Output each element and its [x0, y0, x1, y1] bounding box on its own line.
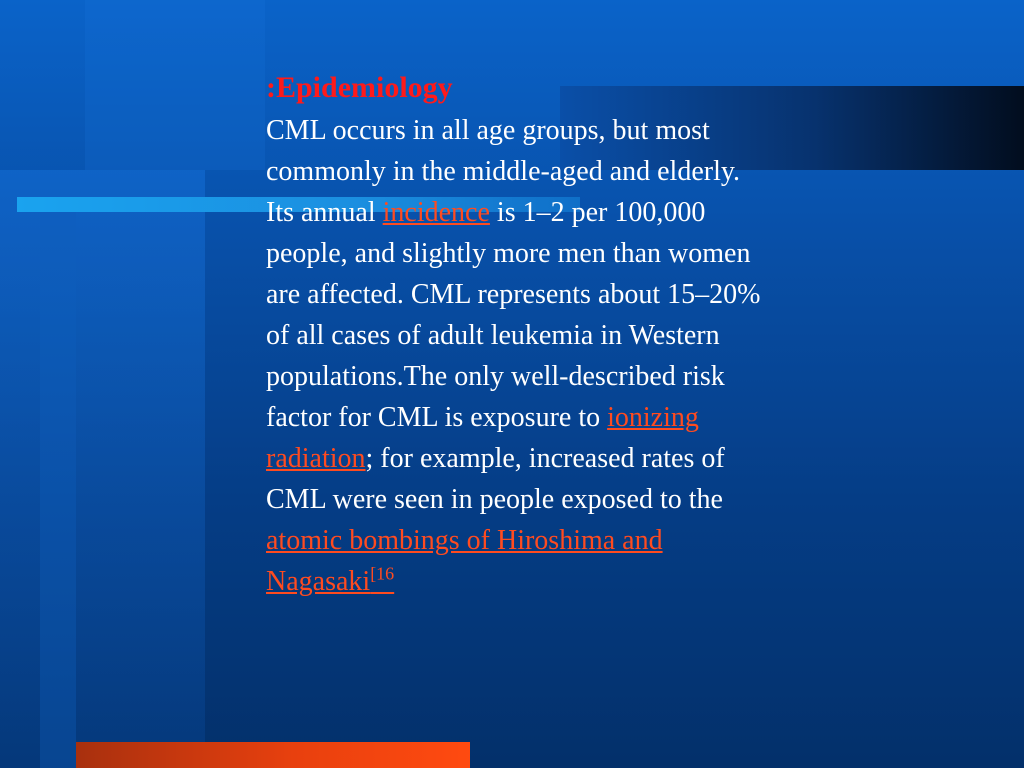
incidence-link[interactable]: incidence [382, 197, 490, 228]
paragraph-text-2: is 1–2 per 100,000 people, and slightly more men than women are affected. CML represents about 15–20% of all cases of adult leukemia in Western populations.The only well-described risk factor for CML is exposure to [266, 197, 761, 433]
citation-superscript: [16 [370, 563, 395, 584]
decorative-left-strip [40, 212, 76, 768]
ionizing-radiation-link[interactable]: ionizing radiation [266, 402, 699, 474]
decorative-orange-bar [76, 742, 470, 768]
atomic-bombings-link-label: atomic bombings of Hiroshima and Nagasaki [266, 525, 663, 597]
decorative-left-panel [0, 170, 205, 768]
slide-content [266, 66, 766, 602]
decorative-top-block [85, 0, 265, 170]
paragraph-text-1: CML occurs in all age groups, but most commonly in the middle-aged and elderly. Its annual [266, 115, 741, 228]
paragraph-text-3: ; for example, increased rates of CML were seen in people exposed to the [266, 443, 725, 515]
atomic-bombings-link[interactable] [266, 525, 663, 597]
slide-heading: :Epidemiology [266, 71, 453, 104]
